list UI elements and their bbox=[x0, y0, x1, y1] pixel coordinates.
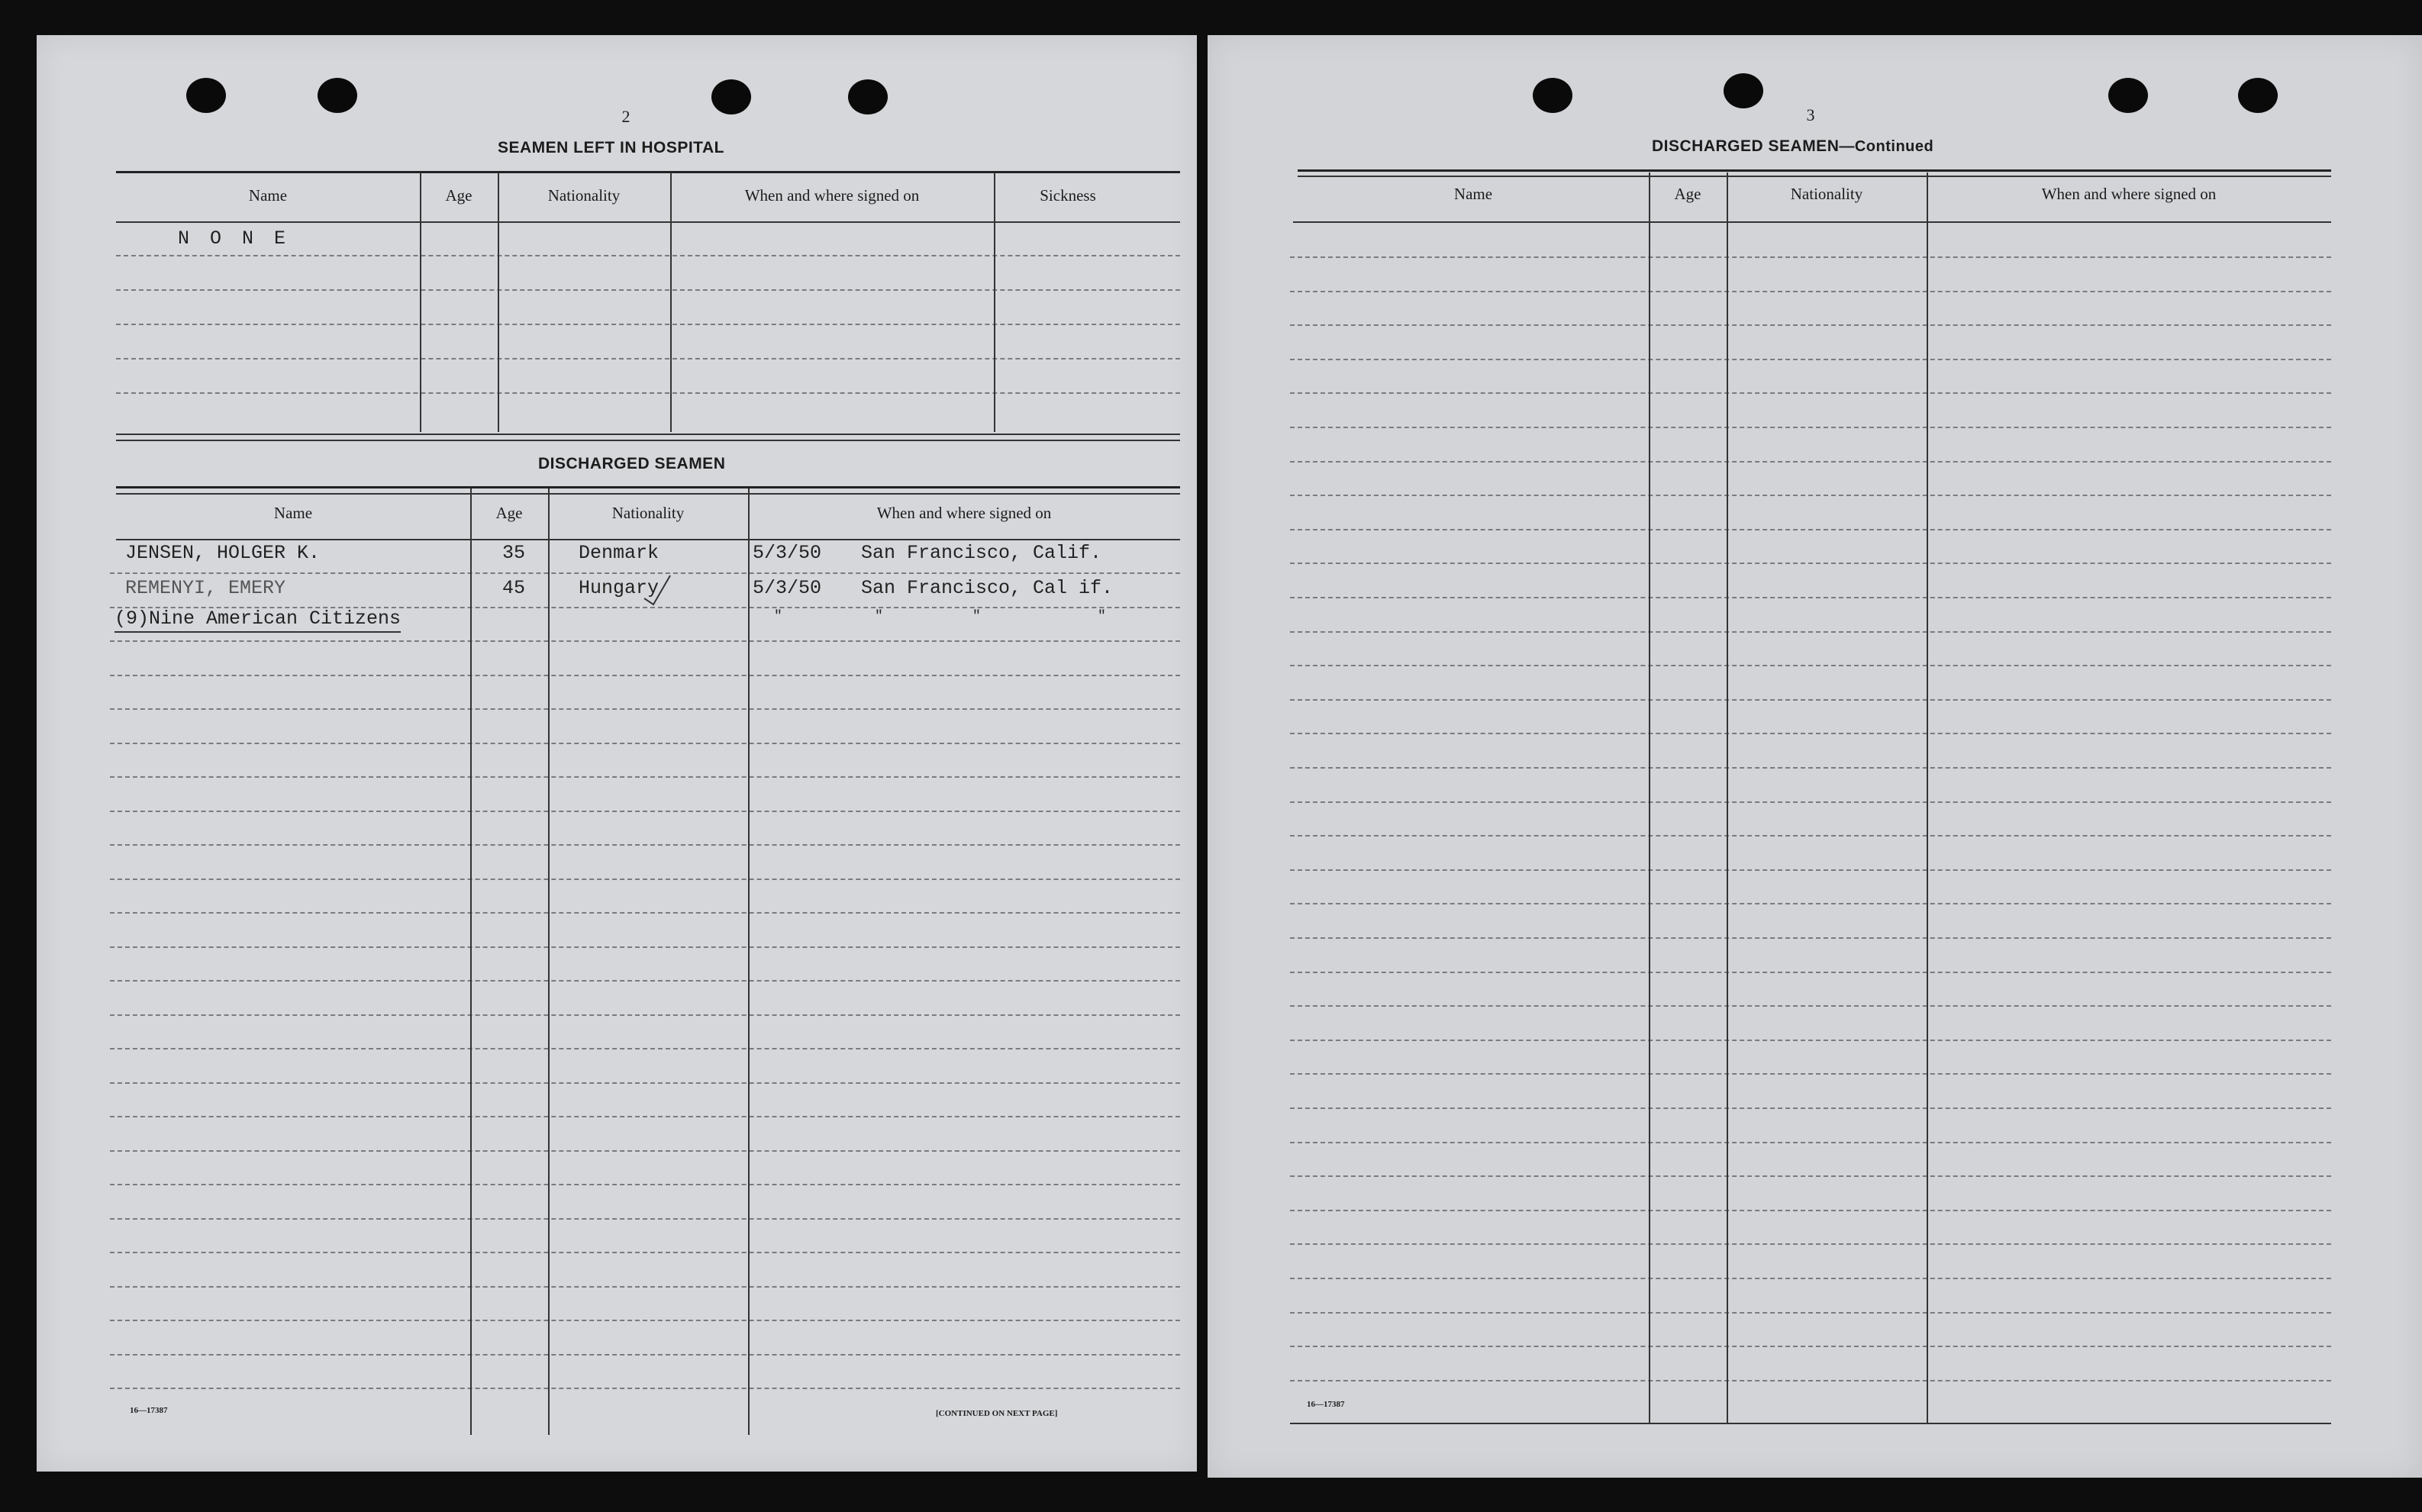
col-line bbox=[670, 172, 672, 432]
col-header-signed-on: When and where signed on bbox=[744, 186, 920, 205]
binder-hole bbox=[711, 79, 751, 114]
row-line bbox=[110, 1116, 1180, 1117]
row-line bbox=[116, 358, 1180, 359]
seaman-nationality: Denmark bbox=[579, 542, 660, 564]
binder-hole bbox=[2108, 78, 2148, 113]
row-line bbox=[1290, 359, 2331, 360]
row-line bbox=[1290, 324, 2331, 326]
seaman-name: (9)Nine American Citizens bbox=[114, 608, 401, 633]
col-header-signed-on: When and where signed on bbox=[2041, 185, 2217, 203]
col-line bbox=[1927, 172, 1928, 1424]
ditto-mark: " bbox=[875, 609, 883, 624]
row-line bbox=[1290, 835, 2331, 837]
form-number: 16—17387 bbox=[1307, 1400, 1345, 1409]
row-line bbox=[1290, 529, 2331, 530]
row-line bbox=[1290, 1175, 2331, 1177]
row-line bbox=[1290, 665, 2331, 666]
row-line bbox=[1290, 767, 2331, 769]
row-line bbox=[116, 324, 1180, 325]
row-line bbox=[1290, 427, 2331, 428]
row-line bbox=[110, 1014, 1180, 1016]
left-page bbox=[37, 35, 1197, 1472]
discharged-section-title: DISCHARGED SEAMEN bbox=[538, 455, 726, 472]
seaman-name: JENSEN, HOLGER K. bbox=[125, 542, 321, 564]
table-rule bbox=[1298, 169, 2331, 172]
col-line bbox=[498, 172, 499, 432]
row-line bbox=[110, 1048, 1180, 1049]
row-line bbox=[110, 946, 1180, 948]
row-line bbox=[110, 879, 1180, 880]
row-line bbox=[110, 980, 1180, 982]
row-line bbox=[110, 844, 1180, 846]
row-line bbox=[1290, 1142, 2331, 1143]
row-line bbox=[110, 1354, 1180, 1356]
col-header-sickness: Sickness bbox=[1040, 186, 1096, 205]
row-line bbox=[1290, 1040, 2331, 1041]
seaman-signed-place: San Francisco, Calif. bbox=[861, 542, 1102, 564]
hospital-entry-name: N O N E bbox=[178, 227, 291, 250]
table-rule bbox=[1298, 176, 2331, 177]
row-line bbox=[116, 255, 1180, 256]
col-header-name: Name bbox=[273, 504, 313, 522]
table-rule bbox=[116, 171, 1180, 173]
header-rule bbox=[116, 539, 1180, 540]
row-line bbox=[1290, 597, 2331, 598]
row-line bbox=[116, 392, 1180, 394]
col-header-nationality: Nationality bbox=[611, 504, 685, 522]
col-line bbox=[994, 172, 995, 432]
table-rule bbox=[116, 493, 1180, 495]
binder-hole bbox=[186, 78, 226, 113]
table-rule bbox=[1290, 1423, 2331, 1424]
row-line bbox=[1290, 1346, 2331, 1347]
row-line bbox=[1290, 1278, 2331, 1279]
ditto-mark: " bbox=[1098, 609, 1106, 624]
seaman-nationality: Hungary bbox=[579, 577, 660, 599]
col-line bbox=[420, 172, 421, 432]
title-main: DISCHARGED SEAMEN bbox=[1652, 137, 1840, 155]
header-rule bbox=[1293, 221, 2331, 223]
seaman-signed-date: 5/3/50 bbox=[753, 542, 822, 564]
row-line bbox=[110, 1082, 1180, 1084]
row-line bbox=[110, 1388, 1180, 1389]
row-line bbox=[1290, 291, 2331, 292]
check-mark bbox=[640, 569, 701, 608]
row-line bbox=[110, 1184, 1180, 1185]
binder-hole bbox=[318, 78, 357, 113]
row-line bbox=[1290, 733, 2331, 734]
binder-hole bbox=[2238, 78, 2278, 113]
row-line bbox=[110, 1320, 1180, 1321]
hospital-section-title: SEAMEN LEFT IN HOSPITAL bbox=[498, 139, 724, 156]
col-header-nationality: Nationality bbox=[547, 186, 621, 205]
binder-hole bbox=[848, 79, 888, 114]
col-header-nationality: Nationality bbox=[1790, 185, 1863, 203]
table-rule bbox=[116, 486, 1180, 488]
row-line bbox=[1290, 1243, 2331, 1245]
continued-note: [CONTINUED ON NEXT PAGE] bbox=[936, 1409, 1058, 1418]
row-line bbox=[1290, 972, 2331, 973]
row-line bbox=[110, 1252, 1180, 1253]
row-line bbox=[110, 1286, 1180, 1288]
row-line bbox=[1290, 801, 2331, 803]
col-header-signed-on: When and where signed on bbox=[876, 504, 1052, 522]
row-line bbox=[1290, 1312, 2331, 1314]
col-header-name: Name bbox=[248, 186, 288, 205]
row-line bbox=[110, 912, 1180, 914]
row-line bbox=[110, 743, 1180, 744]
seaman-name: REMENYI, EMERY bbox=[125, 577, 286, 599]
seaman-signed-date: 5/3/50 bbox=[753, 577, 822, 599]
seaman-signed-place: San Francisco, Cal if. bbox=[861, 577, 1114, 599]
row-line bbox=[110, 1218, 1180, 1220]
col-header-age: Age bbox=[495, 504, 523, 522]
row-line bbox=[1290, 1210, 2331, 1211]
seaman-age: 35 bbox=[502, 542, 526, 564]
col-header-age: Age bbox=[445, 186, 472, 205]
seaman-age: 45 bbox=[502, 577, 526, 599]
ditto-mark: " bbox=[774, 609, 782, 624]
row-line bbox=[1290, 495, 2331, 496]
col-line bbox=[548, 488, 550, 1435]
row-line bbox=[1290, 461, 2331, 463]
row-line bbox=[1290, 869, 2331, 871]
page-number: 2 bbox=[621, 107, 630, 126]
col-header-age: Age bbox=[1674, 185, 1701, 203]
row-line bbox=[1290, 1005, 2331, 1007]
col-line bbox=[1727, 172, 1728, 1424]
binder-hole bbox=[1533, 78, 1572, 113]
row-line bbox=[110, 811, 1180, 812]
col-line bbox=[1649, 172, 1650, 1424]
row-line bbox=[110, 640, 1180, 642]
binder-hole bbox=[1724, 73, 1763, 108]
header-rule bbox=[116, 221, 1180, 223]
row-line bbox=[1290, 1380, 2331, 1381]
row-line bbox=[1290, 937, 2331, 939]
row-line bbox=[1290, 699, 2331, 701]
form-number: 16—17387 bbox=[130, 1406, 168, 1415]
title-sub: —Continued bbox=[1839, 138, 1934, 155]
col-line bbox=[748, 488, 750, 1435]
row-line bbox=[110, 675, 1180, 676]
table-rule bbox=[116, 440, 1180, 441]
row-line bbox=[110, 708, 1180, 710]
ditto-mark: " bbox=[972, 609, 981, 624]
row-line bbox=[1290, 631, 2331, 633]
col-line bbox=[470, 488, 472, 1435]
row-line bbox=[1290, 256, 2331, 258]
row-line bbox=[1290, 392, 2331, 394]
right-page bbox=[1208, 35, 2422, 1478]
row-line bbox=[1290, 903, 2331, 904]
row-line bbox=[110, 776, 1180, 778]
table-rule bbox=[116, 434, 1180, 435]
row-line bbox=[110, 1150, 1180, 1152]
row-line bbox=[1290, 1073, 2331, 1075]
col-header-name: Name bbox=[1453, 185, 1493, 203]
page-number: 3 bbox=[1806, 105, 1815, 124]
row-line bbox=[1290, 563, 2331, 564]
row-line bbox=[1290, 1107, 2331, 1109]
row-line bbox=[116, 289, 1180, 291]
page-title bbox=[1652, 137, 1933, 156]
